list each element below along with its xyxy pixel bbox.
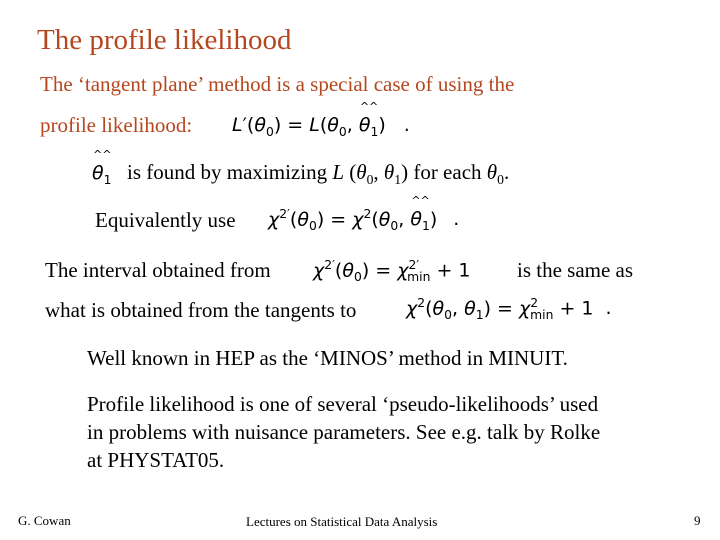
- footer-author: G. Cowan: [18, 513, 71, 528]
- equation-interval: $\chi^{2'}(\theta_0) = \chi^{2'}_{min} + 1$: [313, 258, 471, 285]
- intro-line-1: The ‘tangent plane’ method is a special case of using the: [40, 72, 515, 96]
- equation-tangents: $\chi^2(\theta_0$, $\theta_1) = \chi^2_{min} + 1$ .: [406, 296, 612, 323]
- footer-course: Lectures on Statistical Data Analysis: [246, 514, 438, 529]
- note-line: Profile likelihood is one of several ‘pseudo-likelihoods’ used: [87, 392, 599, 416]
- footer-page-number: 9: [694, 513, 701, 528]
- minos-note: Well known in HEP as the ‘MINOS’ method in MINUIT.: [87, 346, 568, 370]
- theta1-double-hat: ^^ $\theta_1$: [358, 100, 379, 139]
- tangents-line-pre: what is obtained from the tangents to: [45, 298, 357, 322]
- equation-profile-likelihood: $L'(\theta_0) = L(\theta_0$, ^^ $\theta_1$) .: [232, 100, 410, 139]
- maximizing-line: is found by maximizing L ($\theta_0$, $\theta_1$) for each $\theta_0$.: [127, 160, 510, 188]
- theta1-symbol: ^^ $\theta_1$: [92, 148, 112, 187]
- slide-title: The profile likelihood: [37, 24, 292, 56]
- equivalently-label: Equivalently use: [95, 208, 236, 232]
- pseudo-likelihood-note: [87, 390, 600, 474]
- note-line: at PHYSTAT05.: [87, 448, 225, 472]
- intro-line-2: profile likelihood:: [40, 113, 193, 137]
- equation-chi2-profile: $\chi^{2'}(\theta_0) = \chi^2(\theta_0$, ^^ $\theta_1$) .: [268, 194, 460, 234]
- interval-line-pre: The interval obtained from: [45, 258, 271, 282]
- interval-line-post: is the same as: [517, 258, 634, 282]
- note-line: in problems with nuisance parameters. See e.g. talk by Rolke: [87, 420, 601, 444]
